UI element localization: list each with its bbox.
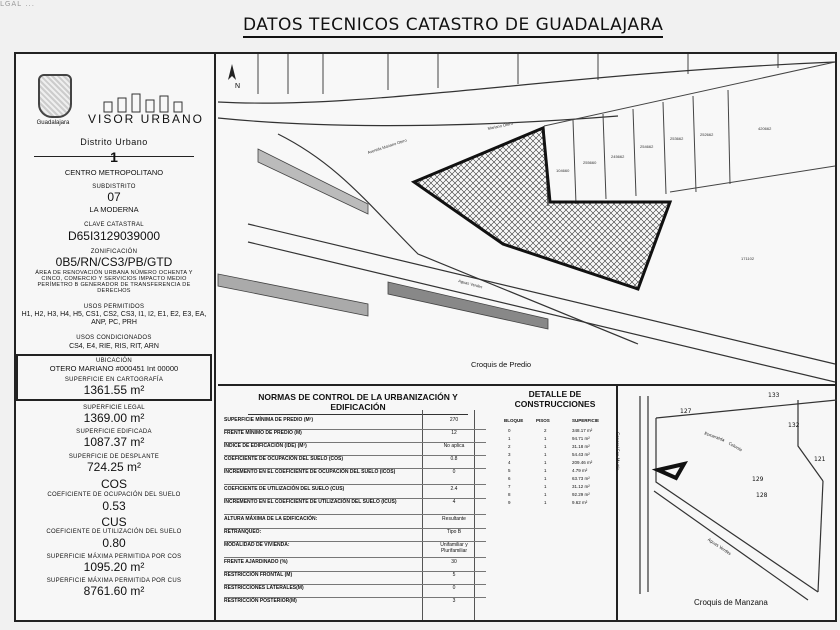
- zonificacion-code: 0B5/RN/CS3/PB/GTD: [55, 255, 173, 269]
- manzana-label: 132: [788, 422, 800, 429]
- usos-permitidos-label: USOS PERMITIDOS: [83, 304, 145, 310]
- normas-row: [224, 573, 494, 585]
- detalle-cell: 9.62 m²: [572, 500, 588, 505]
- detalle-cell: 92.29 m²: [572, 492, 590, 497]
- normas-value: Tipo B: [446, 529, 462, 535]
- detalle-cell: 1: [544, 460, 547, 465]
- city-logo-label: Guadalajara: [36, 120, 70, 126]
- detalle-cell: 4: [508, 460, 511, 465]
- sup-max-cos-label: SUPERFICIE MÁXIMA PERMITIDA POR COS: [46, 554, 182, 560]
- detalle-cell: 6: [508, 476, 511, 481]
- normas-row: [224, 418, 494, 430]
- detalle-cell: 7: [508, 484, 511, 489]
- ubicacion-address: OTERO MARIANO #000451 Int 00000: [49, 364, 179, 373]
- zonificacion-label: ZONIFICACIÓN: [90, 249, 138, 255]
- normas-value: 30: [451, 559, 457, 565]
- subdistrito-name: LA MODERNA: [89, 205, 139, 214]
- usos-condicionados: CS4, E4, RIE, RIS, RIT, ARN: [69, 343, 159, 350]
- detalle-cell: 1: [544, 492, 547, 497]
- sup-desplante-value: 724.25 m²: [86, 460, 142, 474]
- zonificacion-description: ÁREA DE RENOVACIÓN URBANA NÚMERO OCHENTA Y CINCO, COMERCIO Y SERVICIOS IMPACTO MEDIO PERÍMETRO B GENERADOR DE TRANSFERENCIA DE DERECHOS: [35, 270, 193, 295]
- usos-permitidos: H1, H2, H3, H4, H5, CS1, CS2, CS3, I1, I2, E1, E2, E3, EA, ANP, PC, PRH: [21, 311, 207, 326]
- cus-label: CUS: [101, 515, 127, 529]
- distrito-name: CENTRO METROPOLITANO: [64, 168, 164, 177]
- normas-label: RETRANQUEO:: [224, 529, 262, 535]
- manzana-label: 128: [756, 492, 768, 499]
- detalle-cell: 3: [508, 452, 511, 457]
- normas-row: [224, 457, 494, 469]
- normas-row: [224, 470, 494, 486]
- normas-value: 5: [452, 572, 456, 578]
- street-label: Mariano Otero: [487, 120, 514, 131]
- detalle-header: PISOS: [536, 418, 550, 423]
- detalle-header: SUPERFICIE: [572, 418, 600, 423]
- north-arrow-icon: [228, 64, 236, 80]
- cus-value: 0.80: [102, 536, 126, 550]
- detalle-cell: 2: [544, 428, 547, 433]
- guadalajara-crest-icon: [38, 74, 72, 118]
- normas-label: FRENTE MÍNIMO DE PREDIO (M): [224, 430, 302, 436]
- detalle-cell: 1: [544, 500, 547, 505]
- manzana-label: 127: [680, 408, 692, 415]
- detalle-cell: 54.43 m²: [572, 452, 590, 457]
- lot-label: 253662: [670, 136, 684, 141]
- normas-value: 0: [452, 469, 456, 475]
- lots-right: [544, 62, 835, 206]
- normas-value: 270: [449, 417, 459, 423]
- cos-label: COS: [100, 477, 127, 491]
- info-panel: [14, 52, 216, 622]
- normas-label: FRENTE AJARDINADO (%): [224, 559, 288, 565]
- manzana-lines: [640, 396, 837, 600]
- normas-row: [224, 487, 494, 499]
- sup-cartografia-value: 1361.55 m²: [83, 383, 145, 397]
- detalle-table: [496, 386, 614, 526]
- detalle-cell: 1: [544, 452, 547, 457]
- normas-label: ALTURA MÁXIMA DE LA EDIFICACIÓN:: [224, 516, 318, 522]
- logo-area: [30, 74, 210, 142]
- detalle-header: BLOQUE: [504, 418, 524, 423]
- normas-value: 12: [451, 430, 457, 436]
- ubicacion-label: UBICACIÓN: [95, 358, 133, 364]
- detalle-row: [500, 460, 610, 467]
- sup-legal-label: SUPERFICIE LEGAL: [83, 405, 145, 411]
- normas-row: [224, 530, 494, 542]
- normas-label: COEFICIENTE DE UTILIZACIÓN DEL SUELO (CUS): [224, 486, 345, 492]
- normas-table: [218, 386, 494, 620]
- detalle-cell: 63.73 m²: [572, 476, 590, 481]
- normas-value: 2.4: [450, 486, 458, 492]
- detalle-cell: 8: [508, 492, 511, 497]
- normas-row: [224, 517, 494, 529]
- manzana-map: [616, 386, 837, 620]
- normas-label: RESTRICCIONES LATERALES(M): [224, 585, 304, 591]
- lot-label: 420662: [758, 126, 772, 131]
- normas-row: [224, 500, 494, 516]
- sup-cartografia-label: SUPERFICIE EN CARTOGRAFÍA: [64, 377, 164, 383]
- detalle-row: [500, 428, 610, 435]
- normas-value: 0: [452, 585, 456, 591]
- manzana-label: 133: [768, 392, 780, 399]
- lot-label: 255660: [583, 160, 597, 165]
- distrito-number: 1: [110, 149, 118, 165]
- detalle-cell: 348.17 m²: [572, 428, 593, 433]
- block-marker: [658, 464, 684, 478]
- map-caption: Croquis de Predio: [471, 360, 532, 369]
- detalle-cell: 5: [508, 468, 511, 473]
- lot-label: 252662: [700, 132, 714, 137]
- visor-urbano-logo: VISOR URBANO: [88, 112, 205, 126]
- subject-parcel: [414, 128, 670, 289]
- detalle-row: [500, 500, 610, 507]
- visor-skyline-icon: [100, 92, 190, 112]
- manzana-caption: Croquis de Manzana: [694, 598, 768, 607]
- detalle-cell: 1: [544, 468, 547, 473]
- detalle-cell: 4.79 m²: [572, 468, 588, 473]
- normas-label: SUPERFICIE MÍNIMA DE PREDIO (M²): [224, 417, 313, 423]
- normas-row: [224, 431, 494, 443]
- normas-value: Resultante: [442, 516, 466, 522]
- median-strip: [388, 282, 548, 329]
- lot-label: 245662: [611, 154, 625, 159]
- distrito-label: Distrito Urbano: [80, 137, 148, 147]
- detalle-cell: 31.12 m²: [572, 484, 590, 489]
- normas-label: INCREMENTO EN EL COEFICIENTE DE OCUPACIÓN DEL SUELO (ICOS): [224, 469, 396, 475]
- normas-label: ÍNDICE DE EDIFICACIÓN (IDE) (M²): [224, 443, 307, 449]
- lot-label: 171102: [741, 256, 755, 261]
- normas-label: COEFICIENTE DE OCUPACIÓN DEL SUELO (COS): [224, 456, 343, 462]
- manzana-label: 121: [814, 456, 826, 463]
- subdistrito-label: SUBDISTRITO: [92, 184, 136, 190]
- detalle-cell: 0: [508, 428, 511, 433]
- detalle-row: [500, 492, 610, 499]
- normas-value: 0.8: [450, 456, 458, 462]
- lot-label: 104660: [556, 168, 570, 173]
- lot-lines: [258, 54, 778, 94]
- cos-value: 0.53: [102, 499, 126, 513]
- cos-description: COEFICIENTE DE OCUPACIÓN DEL SUELO: [47, 492, 181, 498]
- normas-label: MODALIDAD DE VIVIENDA:: [224, 542, 290, 548]
- normas-value: 4: [452, 499, 456, 505]
- normas-value: No aplica: [443, 443, 465, 449]
- detalle-cell: 2: [508, 444, 511, 449]
- lot-label: 254662: [640, 144, 654, 149]
- normas-row: [224, 599, 494, 611]
- sup-max-cos-value: 1095.20 m²: [83, 560, 145, 574]
- normas-row: [224, 586, 494, 598]
- detalle-cell: 31.18 m²: [572, 444, 590, 449]
- manzana-label: Esmeralda: [703, 430, 726, 443]
- detalle-row: [500, 484, 610, 491]
- normas-row: [224, 543, 494, 559]
- predio-map: [218, 54, 835, 386]
- sup-max-cus-value: 8761.60 m²: [83, 584, 145, 598]
- subdistrito-number: 07: [107, 190, 121, 204]
- normas-value: Unifamiliar y Plurifamiliar: [440, 542, 468, 554]
- manzana-label: Colonia: [727, 440, 744, 453]
- normas-row: [224, 560, 494, 572]
- normas-row: [224, 444, 494, 456]
- normas-label: RESTRICCIÓN FRONTAL (M): [224, 572, 293, 578]
- street-label: Aguas Verdes: [457, 278, 484, 290]
- predio-map-drawing: [218, 54, 835, 384]
- detalle-row: [500, 476, 610, 483]
- normas-label: RESTRICCIÓN POSTERIOR(M): [224, 598, 297, 604]
- usos-condicionados-label: USOS CONDICIONADOS: [76, 335, 152, 341]
- cus-description: COEFICIENTE DE UTILIZACIÓN DEL SUELO: [46, 529, 182, 535]
- manzana-label: 129: [752, 476, 764, 483]
- detalle-cell: 1: [544, 484, 547, 489]
- detalle-cell: 1: [544, 444, 547, 449]
- manzana-map-drawing: [618, 386, 837, 620]
- median-strip: [258, 149, 368, 214]
- detalle-row: [500, 452, 610, 459]
- normas-label: INCREMENTO EN EL COEFICIENTE DE UTILIZACIÓN DEL SUELO (ICUS): [224, 499, 397, 505]
- header-scribble: LGAL ...: [0, 0, 35, 8]
- detalle-cell: 1: [508, 436, 511, 441]
- manzana-label: General San Martín: [615, 432, 620, 471]
- sup-edificada-label: SUPERFICIE EDIFICADA: [76, 429, 152, 435]
- detalle-cell: 1: [544, 476, 547, 481]
- sup-edificada-value: 1087.37 m²: [83, 435, 145, 449]
- sup-max-cus-label: SUPERFICIE MÁXIMA PERMITIDA POR CUS: [46, 578, 182, 584]
- detalle-cell: 1: [544, 436, 547, 441]
- clave-catastral: D65I3129039000: [67, 229, 161, 243]
- sup-legal-value: 1369.00 m²: [83, 411, 145, 425]
- detalle-row: [500, 436, 610, 443]
- sup-desplante-label: SUPERFICIE DE DESPLANTE: [68, 454, 160, 460]
- normas-title: NORMAS DE CONTROL DE LA URBANIZACIÓN Y EDIFICACIÓN: [248, 392, 468, 415]
- normas-value: 3: [452, 598, 456, 604]
- clave-label: CLAVE CATASTRAL: [84, 222, 144, 228]
- detalle-row: [500, 468, 610, 475]
- north-label: N: [235, 83, 241, 90]
- detalle-title: DETALLE DE CONSTRUCCIONES: [514, 389, 596, 409]
- street-label: Avenida Mariano Otero: [366, 137, 408, 155]
- document-title: DATOS TECNICOS CATASTRO DE GUADALAJARA: [243, 14, 663, 38]
- detalle-cell: 209.46 m²: [572, 460, 593, 465]
- median-strip: [218, 274, 368, 316]
- detalle-cell: 94.71 m²: [572, 436, 590, 441]
- detalle-row: [500, 444, 610, 451]
- manzana-label: Aguas Verdes: [706, 536, 733, 557]
- detalle-cell: 9: [508, 500, 511, 505]
